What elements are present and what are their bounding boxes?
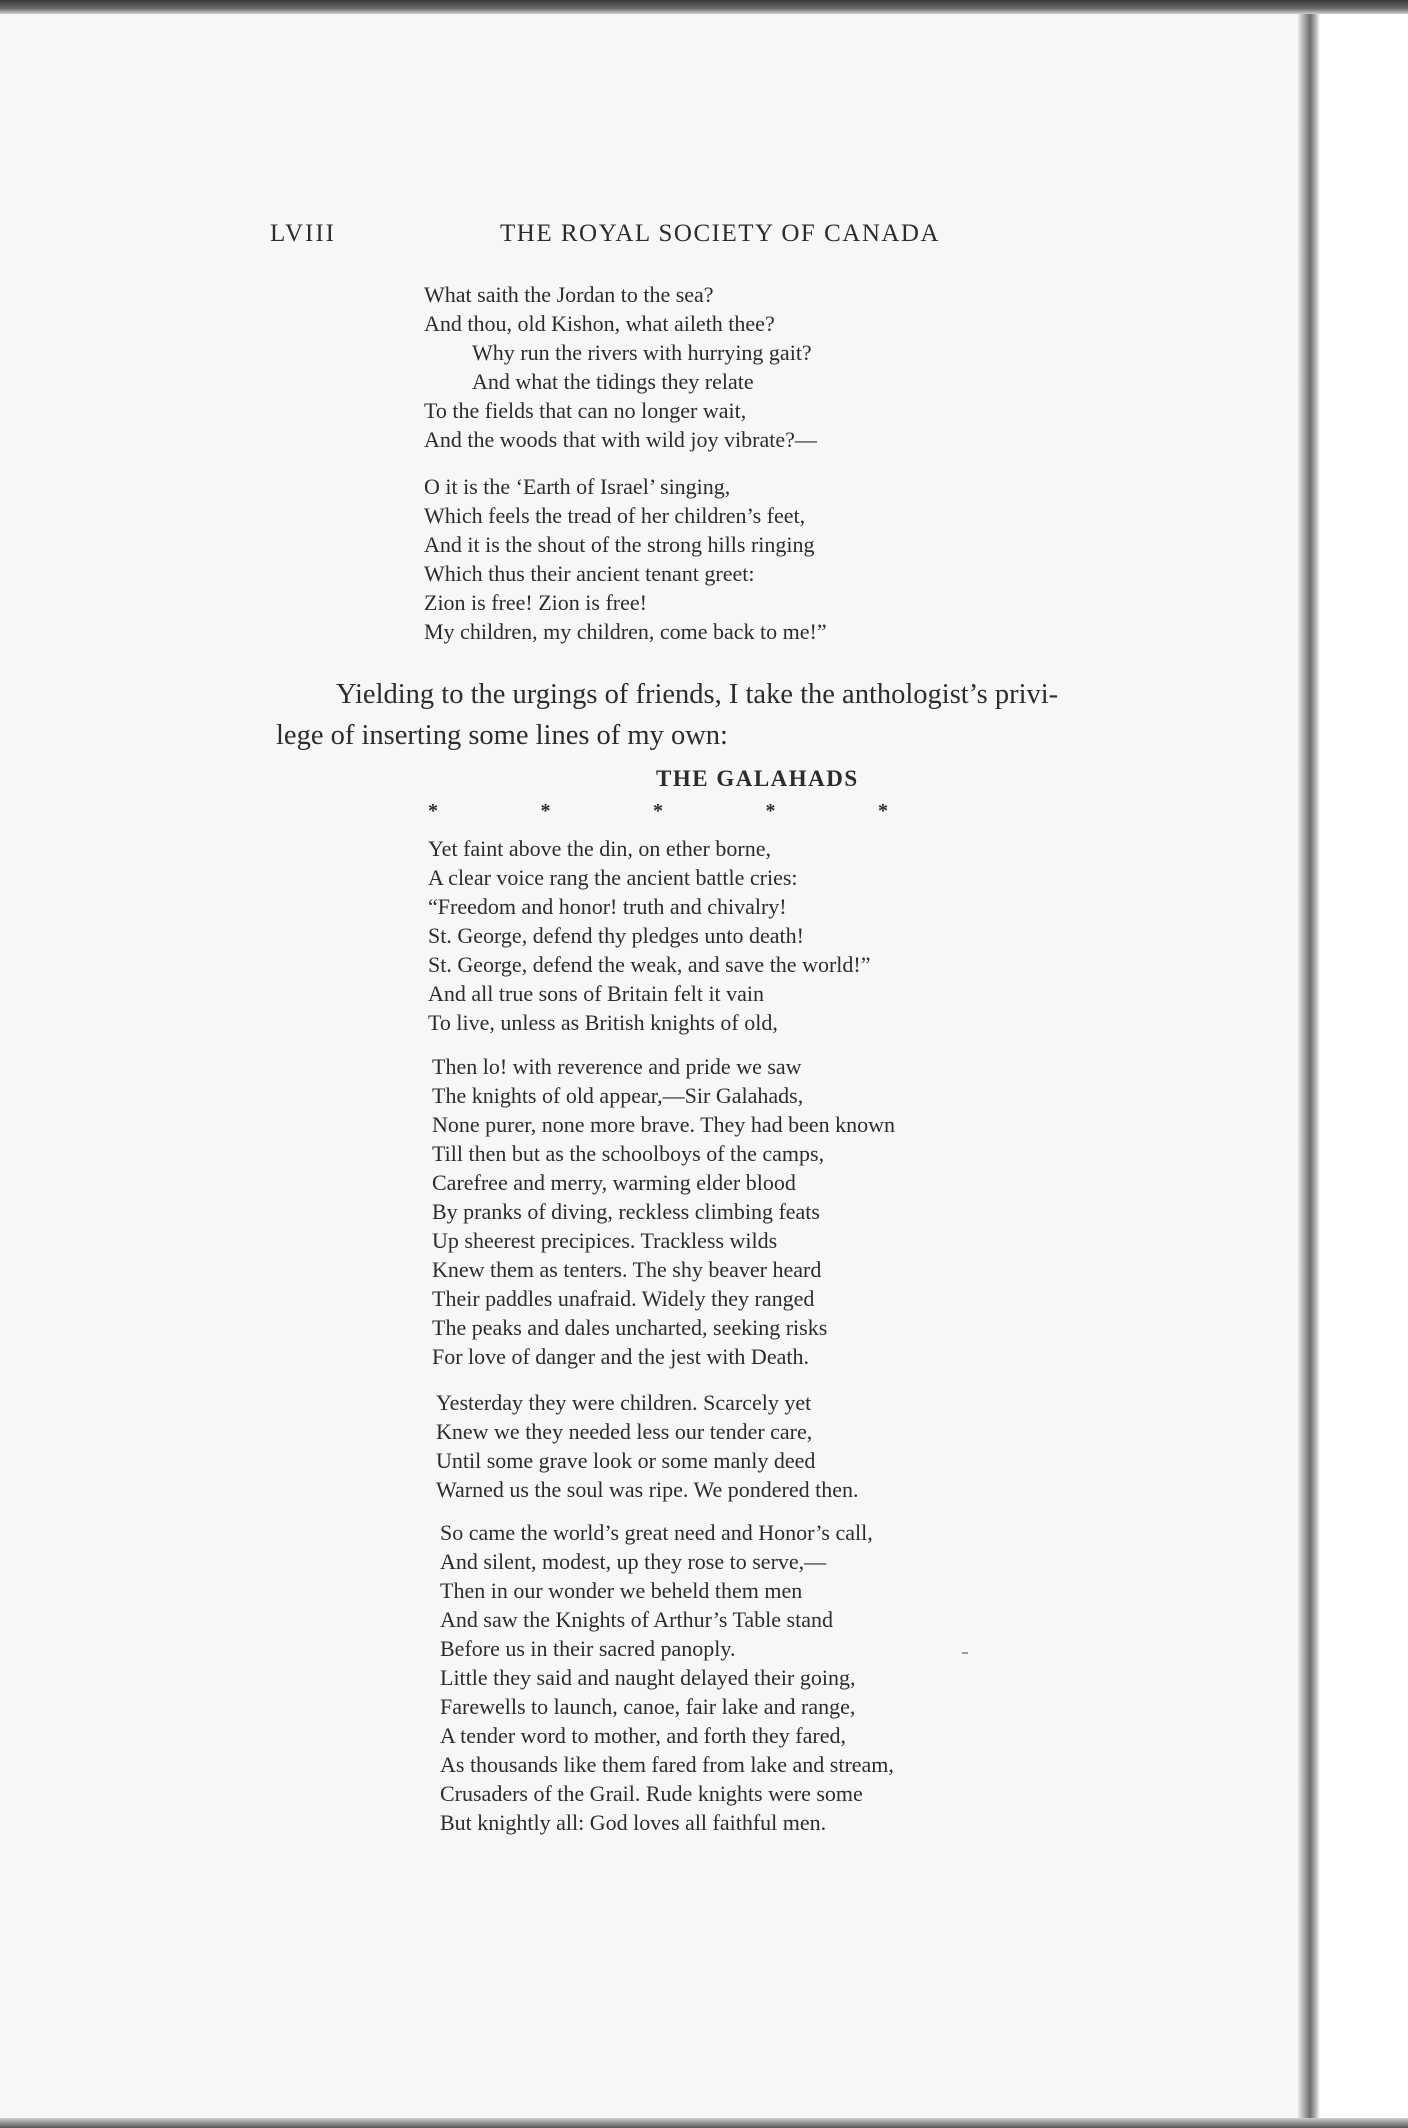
poem-line: And silent, modest, up they rose to serve,— (440, 1549, 827, 1574)
poem2-stanza-4 (440, 1518, 894, 1837)
asterisk: * (428, 800, 438, 822)
poem-line: Farewells to launch, canoe, fair lake and range, (440, 1694, 856, 1719)
poem-line: Carefree and merry, warming elder blood (432, 1170, 796, 1195)
asterisk: * (540, 800, 551, 822)
poem-line: Before us in their sacred panoply. (440, 1636, 736, 1661)
poem-line: Then lo! with reverence and pride we saw (432, 1054, 802, 1079)
poem-line: Why run the rivers with hurrying gait? (472, 340, 812, 365)
poem-line: A tender word to mother, and forth they fared, (440, 1723, 846, 1748)
prose-paragraph (276, 674, 1216, 756)
poem-line: Until some grave look or some manly deed (436, 1448, 816, 1473)
poem-line: And it is the shout of the strong hills ringing (424, 532, 815, 557)
poem-line: My children, my children, come back to me!” (424, 619, 827, 644)
right-margin (1306, 14, 1408, 2118)
asterisk-separator (428, 800, 888, 828)
page-number: LVIII (270, 220, 337, 247)
asterisk: * (765, 800, 776, 822)
prose-line-2: lege of inserting some lines of my own: (276, 720, 728, 751)
poem2-stanza-2 (432, 1052, 895, 1371)
poem-line: Little they said and naught delayed their going, (440, 1665, 856, 1690)
poem-line: “Freedom and honor! truth and chivalry! (428, 894, 787, 919)
poem-line: And saw the Knights of Arthur’s Table stand (440, 1607, 833, 1632)
poem-line: And thou, old Kishon, what aileth thee? (424, 311, 775, 336)
poem-line: Which feels the tread of her children’s feet, (424, 503, 806, 528)
poem-line: Knew we they needed less our tender care, (436, 1419, 813, 1444)
poem1-stanza-1 (424, 280, 817, 454)
poem-line: To live, unless as British knights of old, (428, 1010, 778, 1035)
poem-line: Warned us the soul was ripe. We pondered then. (436, 1477, 859, 1502)
page-header (270, 220, 970, 254)
poem-line: Up sheerest precipices. Trackless wilds (432, 1228, 778, 1253)
poem2-stanza-3 (436, 1388, 859, 1504)
poem2-stanza-1 (428, 834, 871, 1037)
prose-line-1: Yielding to the urgings of friends, I take the anthologist’s privi- (336, 679, 1059, 710)
poem-line: St. George, defend thy pledges unto death! (428, 923, 804, 948)
asterisk: * (878, 800, 888, 822)
poem-line: For love of danger and the jest with Death. (432, 1344, 809, 1369)
poem-line: Yesterday they were children. Scarcely yet (436, 1390, 812, 1415)
poem-line: None purer, none more brave. They had been known (432, 1112, 895, 1137)
poem-line: Yet faint above the din, on ether borne, (428, 836, 771, 861)
poem-line: So came the world’s great need and Honor’s call, (440, 1520, 873, 1545)
running-head: THE ROYAL SOCIETY OF CANADA (500, 220, 941, 247)
poem-line: And the woods that with wild joy vibrate?— (424, 427, 817, 452)
poem-line: What saith the Jordan to the sea? (424, 282, 714, 307)
poem-line: St. George, defend the weak, and save the world!” (428, 952, 871, 977)
poem-line: O it is the ‘Earth of Israel’ singing, (424, 474, 731, 499)
scan-top-edge (0, 0, 1408, 14)
poem-line: The knights of old appear,—Sir Galahads, (432, 1083, 804, 1108)
poem-line: By pranks of diving, reckless climbing feats (432, 1199, 820, 1224)
poem-line: Till then but as the schoolboys of the camps, (432, 1141, 825, 1166)
page-binding-shadow (1298, 14, 1320, 2118)
poem-line: The peaks and dales uncharted, seeking risks (432, 1315, 828, 1340)
poem1-stanza-2 (424, 472, 827, 646)
poem-line: Then in our wonder we beheld them men (440, 1578, 803, 1603)
poem-line: Knew them as tenters. The shy beaver heard (432, 1257, 822, 1282)
poem-line: Crusaders of the Grail. Rude knights were some (440, 1781, 863, 1806)
poem-line: To the fields that can no longer wait, (424, 398, 747, 423)
poem-line: And all true sons of Britain felt it vain (428, 981, 765, 1006)
poem-title: THE GALAHADS (656, 766, 859, 791)
ink-speck (962, 1652, 968, 1654)
scan-bottom-edge (0, 2118, 1408, 2128)
poem-line: Their paddles unafraid. Widely they ranged (432, 1286, 815, 1311)
poem-line: Which thus their ancient tenant greet: (424, 561, 755, 586)
poem-line: Zion is free! Zion is free! (424, 590, 647, 615)
poem-line: But knightly all: God loves all faithful men. (440, 1810, 827, 1835)
poem-line: A clear voice rang the ancient battle cries: (428, 865, 798, 890)
poem-line: As thousands like them fared from lake and stream, (440, 1752, 894, 1777)
asterisk: * (653, 800, 663, 822)
poem-line: And what the tidings they relate (472, 369, 754, 394)
